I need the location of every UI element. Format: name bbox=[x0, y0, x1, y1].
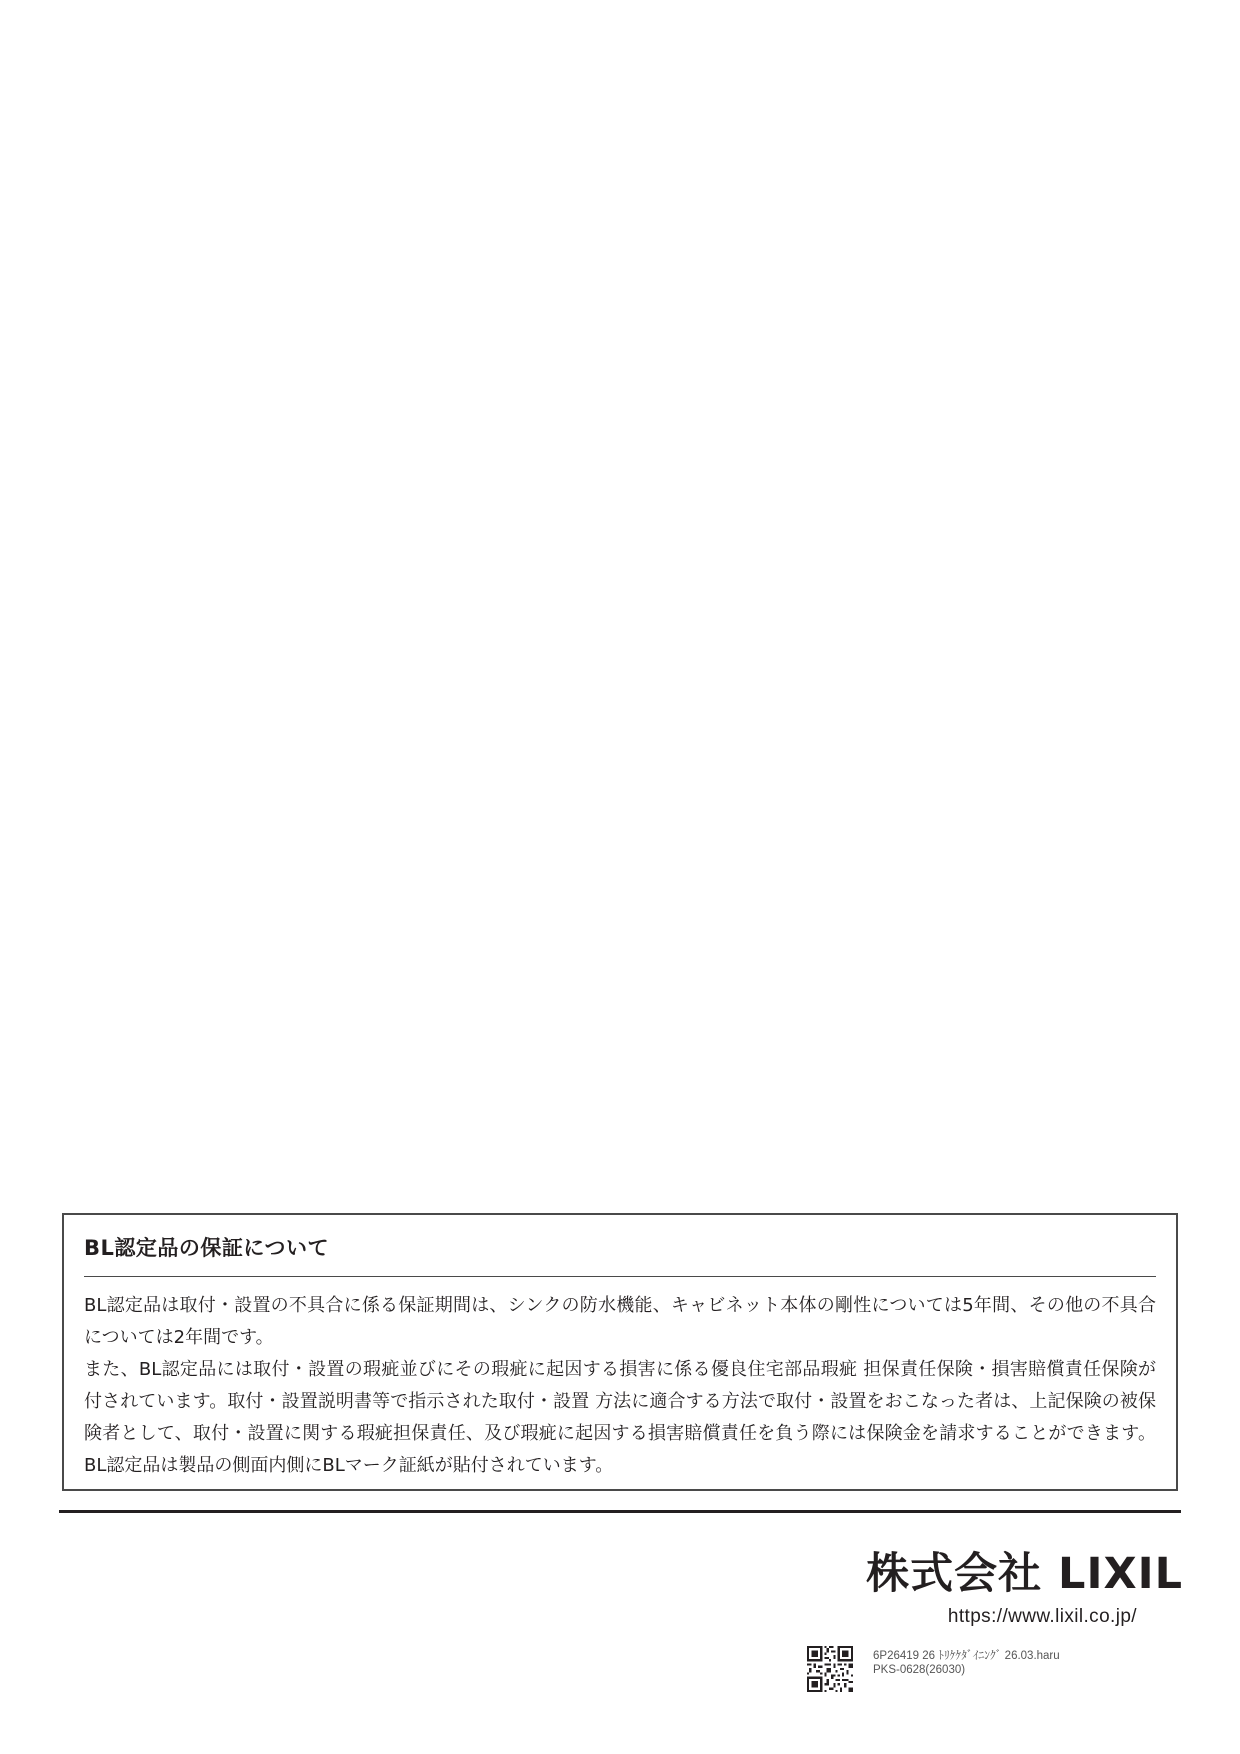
print-code-line: 6P26419 26 ﾄﾘｹｹﾀﾞｲﾆﾝｸﾞ 26.03.haru bbox=[873, 1650, 1060, 1662]
warranty-body bbox=[84, 1290, 1156, 1482]
footer-divider bbox=[59, 1510, 1181, 1513]
warranty-title: BL認定品の保証について bbox=[84, 1236, 329, 1260]
qr-code-icon bbox=[807, 1646, 853, 1692]
print-info bbox=[873, 1649, 1060, 1677]
company-url[interactable]: https://www.lixil.co.jp/ bbox=[947, 1606, 1137, 1627]
warranty-divider bbox=[84, 1276, 1156, 1277]
warranty-paragraph-1: BL認定品は取付・設置の不具合に係る保証期間は、シンクの防水機能、キャビネット本体の剛性については5年間、その他の不具合については2年間です。 bbox=[84, 1295, 1156, 1348]
company-name: 株式会社 LIXIL bbox=[866, 1549, 1183, 1599]
bl-warranty-box bbox=[62, 1213, 1178, 1491]
product-code-line: PKS-0628(26030) bbox=[873, 1664, 966, 1676]
warranty-paragraph-2: また、BL認定品には取付・設置の瑕疵並びにその瑕疵に起因する損害に係る優良住宅部品瑕疵 担保責任保険・損害賠償責任保険が付されています。取付・設置説明書等で指示された取付・設置 方法に適合する方法で取付・設置をおこなった者は、上記保険の被保険者として、取付・設置に関する瑕疵担保責任、及び瑕疵に起因する損害賠償責任を負う際には保険金を請求することができます。BL認定品は製品の側面内側にBLマーク証紙が貼付されています。 bbox=[84, 1359, 1156, 1476]
